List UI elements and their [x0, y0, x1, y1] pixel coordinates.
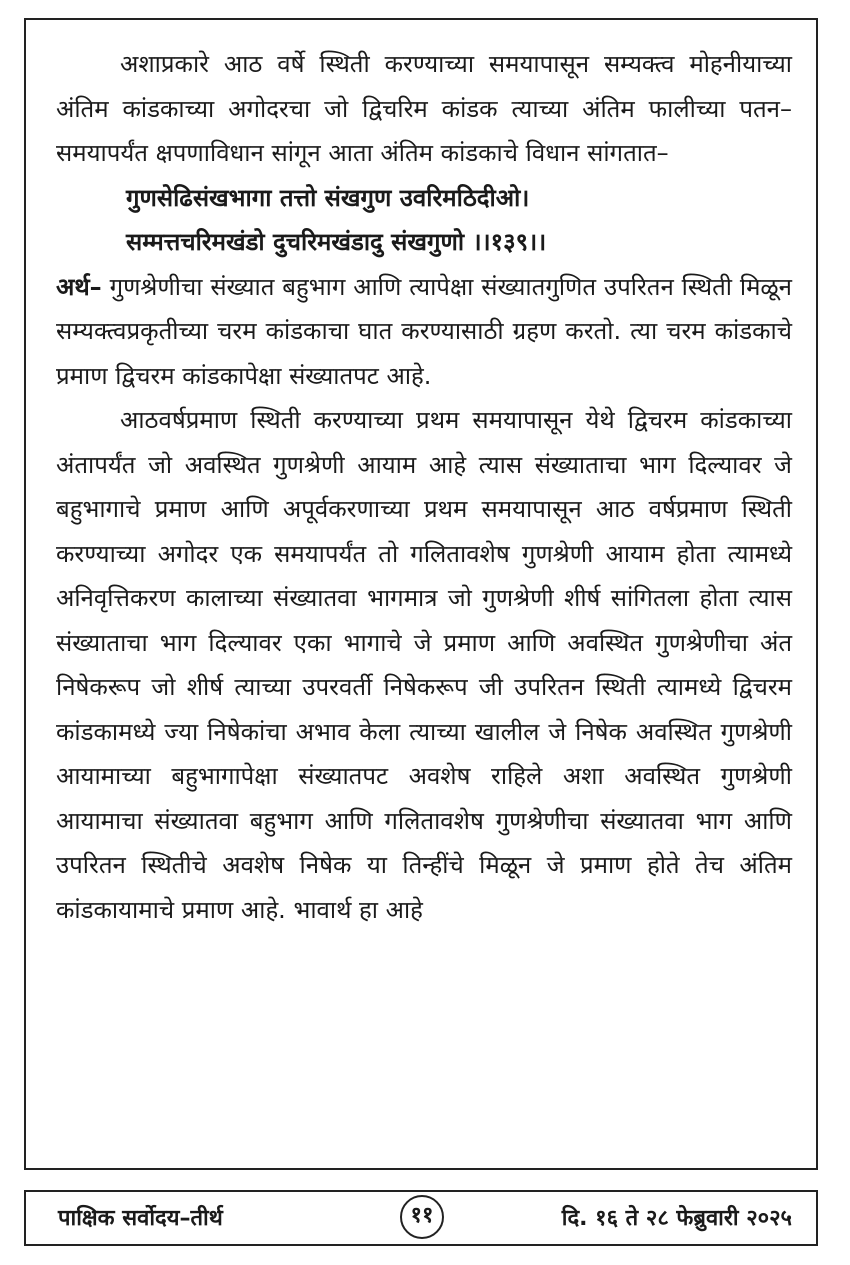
verse-line-2: सम्मत्तचरिमखंडो दुचरिमखंडादु संखगुणो ।।१३९।।: [126, 228, 547, 256]
meaning-text: गुणश्रेणीचा संख्यात बहुभाग आणि त्यापेक्षा संख्यातगुणित उपरितन स्थिती मिळून सम्यक्त्वप्रकृतीच्या चरम कांडकाचा घात करण्यासाठी ग्रहण करतो. त्या चरम कांडकाचे प्रमाण द्विचरम कांडकापेक्षा संख्यातपट आहे.: [56, 272, 792, 390]
page-content: [56, 42, 792, 932]
page-frame: [24, 18, 818, 1170]
publication-name: पाक्षिक सर्वोदय–तीर्थ: [58, 1206, 223, 1231]
page-footer: [24, 1190, 818, 1246]
meaning-label: अर्थ–: [56, 272, 102, 301]
page-number-badge: ११: [400, 1195, 444, 1239]
verse-line-1: गुणसेढिसंखभागा तत्तो संखगुण उवरिमठिदीओ।: [126, 183, 530, 212]
explanation-paragraph: आठवर्षप्रमाण स्थिती करण्याच्या प्रथम समयापासून येथे द्विचरम कांडकाच्या अंतापर्यंत जो अवस्थित गुणश्रेणी आयाम आहे त्यास संख्याताचा भाग दिल्यावर जे बहुभागाचे प्रमाण आणि अपूर्वकरणाच्या प्रथम समयापासून आठ वर्षप्रमाण स्थिती करण्याच्या अगोदर एक समयापर्यंत तो गलितावशेष गुणश्रेणी आयाम होता त्यामध्ये अनिवृत्तिकरण कालाच्या संख्यातवा भागमात्र जो गुणश्रेणी शीर्ष सांगितला होता त्यास संख्याताचा भाग दिल्यावर एका भागाचे जे प्रमाण आणि अवस्थित गुणश्रेणीचा अंत निषेकरूप जो शीर्ष त्याच्या उपरवर्ती निषेकरूप जी उपरितन स्थिती त्यामध्ये द्विचरम कांडकामध्ये ज्या निषेकांचा अभाव केला त्याच्या खालील जे निषेक अवस्थित गुणश्रेणी आयामाच्या बहुभागापेक्षा संख्यातपट अवशेष राहिले अशा अवस्थित गुणश्रेणी आयामाचा संख्यातवा बहुभाग आणि गलितावशेष गुणश्रेणीचा संख्यातवा भाग आणि उपरितन स्थितीचे अवशेष निषेक या तिन्हींचे मिळून जे प्रमाण होते तेच अंतिम कांडकायामाचे प्रमाण आहे. भावार्थ हा आहे: [56, 406, 792, 924]
issue-date: दि. १६ ते २८ फेब्रुवारी २०२५: [561, 1206, 792, 1231]
meaning-paragraph: [56, 265, 792, 399]
intro-paragraph: अशाप्रकारे आठ वर्षे स्थिती करण्याच्या समयापासून सम्यक्त्व मोहनीयाच्या अंतिम कांडकाच्या अगोदरचा जो द्विचरिम कांडक त्याच्या अंतिम फालीच्या पतन–समयापर्यंत क्षपणाविधान सांगून आता अंतिम कांडकाचे विधान सांगतात–: [56, 50, 792, 167]
